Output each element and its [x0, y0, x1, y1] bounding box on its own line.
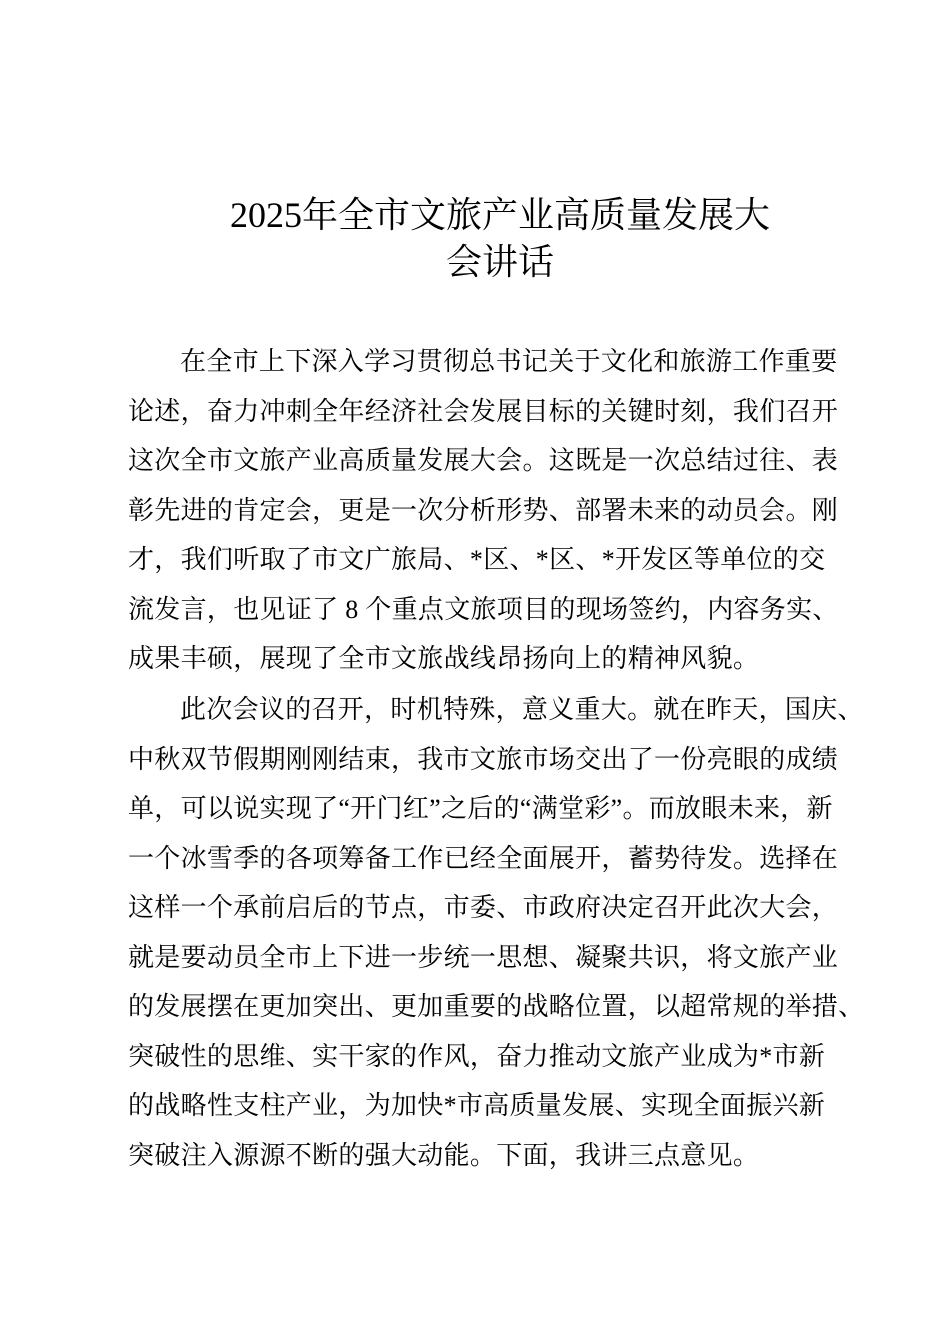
text-line: 这次全市文旅产业高质量发展大会。这既是一次总结过往、表 — [128, 446, 839, 475]
paragraph-2 — [128, 685, 865, 1180]
text-line: 此次会议的召开，时机特殊，意义重大。就在昨天，国庆、 — [180, 695, 864, 724]
text-line: 流发言，也见证了 8 个重点文旅项目的现场签约，内容务实、 — [128, 594, 839, 624]
title-line: 会讲话 — [445, 242, 554, 282]
text-line: 就是要动员全市上下进一步统一思想、凝聚共识，将文旅产业 — [128, 942, 839, 972]
text-line: 的发展摆在更加突出、更加重要的战略位置，以超常规的举措、 — [128, 992, 865, 1021]
text-line: 在全市上下深入学习贯彻总书记关于文化和旅游工作重要 — [180, 347, 838, 376]
text-line: 成果丰硕，展现了全市文旅战线昂扬向上的精神风貌。 — [128, 644, 760, 673]
text-line: 才，我们听取了市文广旅局、*区、*区、*开发区等单位的交 — [128, 545, 826, 574]
paragraph-1 — [128, 337, 839, 684]
text-line: 论述，奋力冲刺全年经济社会发展目标的关键时刻，我们召开 — [128, 396, 839, 426]
document-title — [150, 192, 850, 286]
title-line: 2025年全市文旅产业高质量发展大 — [229, 195, 770, 235]
text-line: 一个冰雪季的各项筹备工作已经全面展开，蓄势待发。选择在 — [128, 843, 839, 873]
text-line: 突破注入源源不断的强大动能。下面，我讲三点意见。 — [128, 1140, 760, 1170]
text-line: 彰先进的肯定会，更是一次分析形势、部署未来的动员会。刚 — [128, 495, 839, 525]
text-line: 突破性的思维、实干家的作风，奋力推动文旅产业成为*市新 — [128, 1041, 826, 1071]
text-line: 的战略性支柱产业，为加快*市高质量发展、实现全面振兴新 — [128, 1091, 826, 1120]
text-line: 单，可以说实现了“开门红”之后的“满堂彩”。而放眼未来，新 — [128, 794, 833, 823]
text-line: 中秋双节假期刚刚结束，我市文旅市场交出了一份亮眼的成绩 — [128, 744, 839, 774]
text-line: 这样一个承前启后的节点，市委、市政府决定召开此次大会， — [128, 893, 839, 922]
